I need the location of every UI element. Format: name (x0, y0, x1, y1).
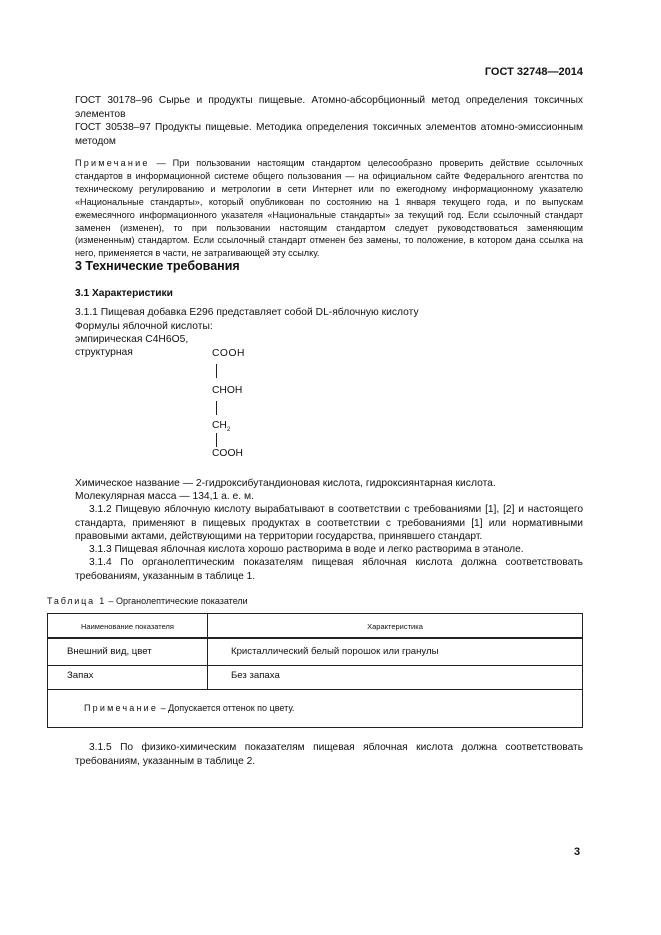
table-caption (47, 596, 248, 606)
formula-group-cooh-top: COOH (212, 348, 245, 359)
molecular-mass: Молекулярная масса — 134,1 а. е. м. (75, 491, 254, 502)
paragraph-3-1-3 (75, 543, 583, 557)
table-note-text: – Допускается оттенок по цвету. (158, 703, 295, 713)
table-cell: Запах (67, 670, 94, 681)
formula-empirical: эмпирическая С4Н6О5, (75, 334, 189, 345)
reference-item (75, 121, 583, 148)
section-title: 3 Технические требования (75, 259, 240, 273)
table-rule (48, 689, 582, 690)
table-caption-text: – Органолептические показатели (106, 596, 248, 606)
document-header-code: ГОСТ 32748—2014 (484, 66, 583, 78)
reference-text: ГОСТ 30538–97 Продукты пищевые. Методика определения токсичных элементов атомно-эмиссионным методом (75, 122, 583, 147)
chemical-name: Химическое название — 2-гидроксибутандионовая кислота, гидроксиянтарная кислота. (75, 478, 496, 489)
table-note-label: Примечание (84, 703, 159, 713)
formula-bond (216, 433, 217, 447)
formula-subscript: 2 (226, 427, 231, 434)
formula-group-cooh-bottom: COOH (212, 448, 243, 459)
table-rule (48, 665, 582, 666)
table-cell: Внешний вид, цвет (67, 646, 152, 657)
paragraph-text: 3.1.5 По физико-химическим показателям пищевая яблочная кислота должна соответствовать требованиям, указанным в таблице 2. (75, 742, 583, 767)
table-header-cell: Характеристика (367, 622, 423, 631)
table-note (84, 703, 294, 713)
paragraph-text: 3.1.2 Пищевую яблочную кислоту вырабатывают в соответствии с требованиями [1], [2] и настоящего стандарта, применяют в пищевых продуктах в соответствии с требованиями [1] или нормативными правовыми актами, действующими на территории государства, принявшего стандарт. (75, 504, 583, 543)
formula-bond (216, 364, 217, 378)
paragraph-text: 3.1.4 По органолептическим показателям пищевая яблочная кислота должна соответствовать требованиям, указанным в таблице 1. (75, 557, 583, 582)
table-cell: Кристаллический белый порошок или гранулы (231, 646, 439, 657)
subsection-title: 3.1 Характеристики (75, 288, 173, 299)
formula-group-ch2 (212, 419, 230, 438)
formula-group-choh: CHOH (212, 385, 243, 396)
paragraph-3-1-4 (75, 556, 583, 583)
formula-ch: CH (212, 420, 227, 431)
reference-item (75, 94, 583, 121)
formula-structural-label: структурная (75, 347, 133, 358)
formula-bond (216, 401, 217, 415)
page-number: 3 (574, 846, 581, 858)
paragraph-3-1-2 (75, 503, 583, 544)
table-caption-label: Таблица 1 (47, 596, 106, 606)
paragraph-3-1-5 (75, 741, 583, 768)
note-text: — При пользовании настоящим стандартом целесообразно проверить действие ссылочных стандартов в информационной системе общего пользования — на официальном сайте Федерального агентства по техническому регулированию и метрологии в сети Интернет или по ежегодному информационному указателю «Национальные стандарты», который опубликован по состоянию на 1 января текущего года, и по выпускам ежемесячного информационного указателя «Национальные стандарты» за текущий год. Если ссылочный стандарт заменен (изменен), то при пользовании настоящим стандартом следует руководствоваться заменяющим (измененным) стандартом. Если ссылочный стандарт отменен без замены, то положение, в котором дана ссылка на него, применяется в части, не затрагивающей эту ссылку. (75, 158, 583, 259)
table-organoleptic (47, 613, 583, 728)
table-rule (48, 637, 582, 639)
reference-note (75, 157, 583, 260)
paragraph-3-1-1: 3.1.1 Пищевая добавка Е296 представляет собой DL-яблочную кислоту (75, 307, 419, 318)
note-label: Примечание (75, 158, 150, 168)
formulas-heading: Формулы яблочной кислоты: (75, 321, 213, 332)
paragraph-text: 3.1.3 Пищевая яблочная кислота хорошо растворима в воде и легко растворима в этаноле. (89, 544, 524, 555)
table-cell: Без запаха (231, 670, 280, 681)
table-header-cell: Наименование показателя (81, 622, 174, 631)
reference-text: ГОСТ 30178–96 Сырье и продукты пищевые. Атомно-абсорбционный метод определения токсичных элементов (75, 95, 583, 120)
